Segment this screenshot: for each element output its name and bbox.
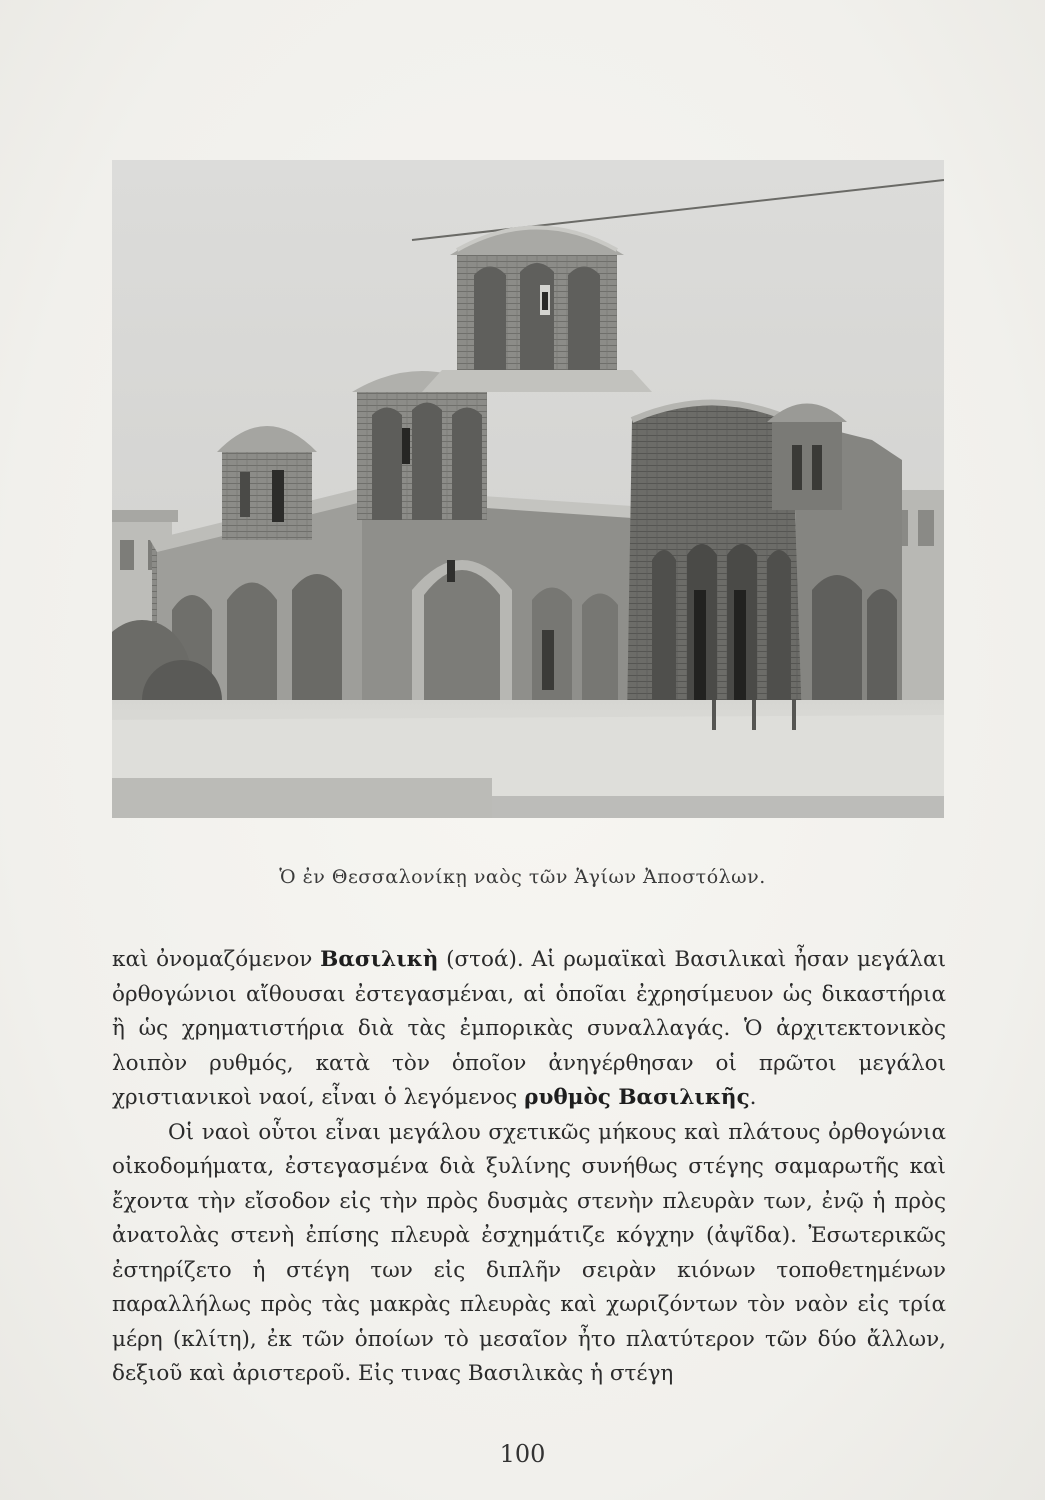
body-text xyxy=(112,943,946,1392)
term-basilica-style: ρυθμὸς Βασιλικῆς xyxy=(524,1085,750,1110)
term-basilike: Βασιλικὴ xyxy=(320,947,439,972)
paragraph-1-text-middle: (στοά). Αἱ ρωμαϊκαὶ Βασιλικαὶ ἦσαν μεγάλαι ὀρθογώνιοι αἴθουσαι ἐστεγασμέναι, αἱ ὁποῖαι ἐχρησίμευον ὡς δικαστήρια ἢ ὡς χρηματιστήρια διὰ τὰς ἐμπορικὰς συναλλαγάς. Ὁ ἀρχιτεκτονικὸς λοιπὸν ρυθμός, κατὰ τὸν ὁποῖον ἀνηγέρθησαν οἱ πρῶτοι μεγάλοι χριστιανικοὶ ναοί, εἶναι ὁ λεγόμενος xyxy=(112,947,946,1110)
paragraph-1-text-start: καὶ ὀνομαζόμενον xyxy=(112,947,321,972)
paragraph-1 xyxy=(112,943,946,1116)
photo-caption: Ὁ ἐν Θεσσαλονίκῃ ναὸς τῶν Ἁγίων Ἀποστόλων. xyxy=(279,866,766,888)
paragraph-2: Οἱ ναοὶ οὗτοι εἶναι μεγάλου σχετικῶς μήκους καὶ πλάτους ὀρθογώνια οἰκοδομήματα, ἐστεγασμένα διὰ ξυλίνης συνήθως στέγης σαμαρωτῆς καὶ ἔχοντα τὴν εἴσοδον εἰς τὴν πρὸς δυσμὰς στενὴν πλευρὰν των, ἐνῷ ἡ πρὸς ἀνατολὰς στενὴ ἐπίσης πλευρὰ ἐσχημάτιζε κόγχην (ἀψῖδα). Ἐσωτερικῶς ἐστηρίζετο ἡ στέγη των εἰς διπλῆν σειρὰν κιόνων τοποθετημένων παραλλήλως πρὸς τὰς μακρὰς πλευρὰς καὶ χωριζόντων τὸν ναὸν εἰς τρία μέρη (κλίτη), ἐκ τῶν ὁποίων τὸ μεσαῖον ἦτο πλατύτερον τῶν δύο ἄλλων, δεξιοῦ καὶ ἀριστεροῦ. Εἰς τινας Βασιλικὰς ἡ στέγη xyxy=(112,1119,946,1386)
church-photograph xyxy=(112,160,944,818)
page-number: 100 xyxy=(499,1440,546,1468)
paragraph-1-text-end: . xyxy=(749,1085,757,1110)
